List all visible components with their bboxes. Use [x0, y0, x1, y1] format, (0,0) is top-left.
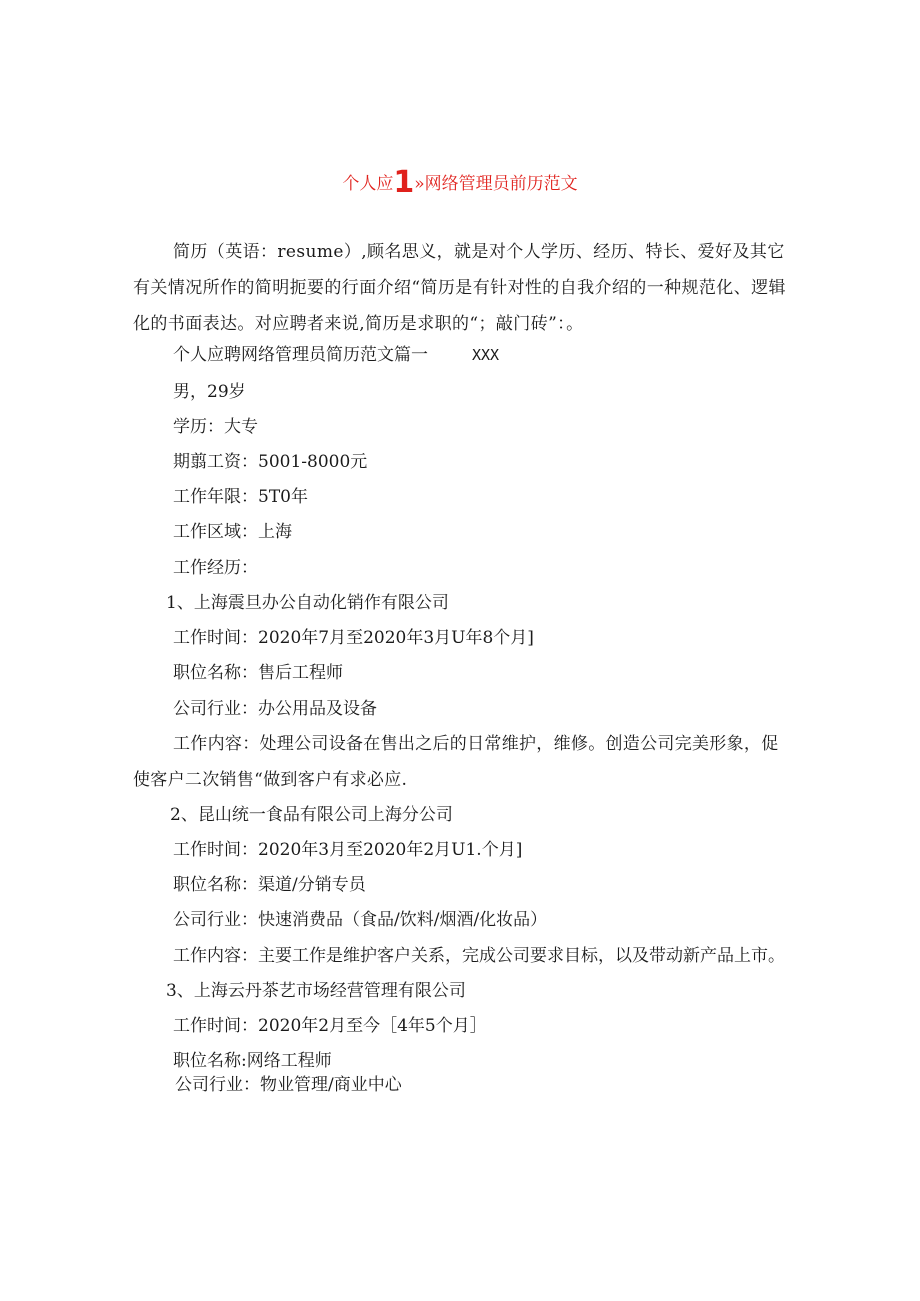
education: 学历：大专 [173, 417, 258, 437]
section-header [173, 343, 499, 367]
gender-age: 男，29岁 [173, 382, 246, 402]
job-2-position: 职位名称：渠道/分销专员 [173, 875, 366, 895]
section-header-label: 个人应聘网络管理员简历范文篇一 [173, 345, 428, 365]
title-suffix: »网络管理员前历范文 [414, 174, 578, 194]
job-1-industry: 公司行业：办公用品及设备 [173, 699, 377, 719]
expected-salary: 期翦工资：5001-8000元 [173, 452, 368, 472]
job-3-company: 3、上海云丹茶艺市场经营管理有限公司 [166, 981, 466, 1001]
intro-paragraph: 简历（英语：resume）,顾名思义，就是对个人学历、经历、特长、爱好及其它有关情况所作的简明扼要的行面介绍“简历是有针对性的自我介绍的一种规范化、逻辑化的书面表达。对应聘者来说,简历是求职的“；敲门砖”：。 [133, 242, 786, 334]
title-prefix: 个人应 [342, 174, 394, 194]
job-3-position: 职位名称:网络工程师 [173, 1051, 332, 1071]
job-2-industry: 公司行业：快速消费品（食品/饮料/烟酒/化妆品） [173, 910, 548, 930]
job-1-content: 工作内容：处理公司设备在售出之后的日常维护，维修。创造公司完美形象，促使客户二次销售“做到客户有求必应. [133, 734, 779, 790]
job-1-company: 1、上海震旦办公自动化销作有限公司 [166, 593, 449, 613]
job-1-position: 职位名称：售后工程师 [173, 663, 343, 683]
job-2-content: 工作内容：主要工作是维护客户关系，完成公司要求目标，以及带动新产品上市。 [173, 946, 785, 966]
candidate-name: XXX [472, 346, 500, 364]
job-1-time: 工作时间：2020年7月至2020年3月U年8个月] [173, 628, 534, 648]
work-years: 工作年限：5T0年 [173, 487, 308, 507]
job-2-time: 工作时间：2020年3月至2020年2月U1.个月] [173, 840, 523, 860]
title-number: 1 [393, 165, 415, 200]
job-2-company: 2、昆山统一食品有限公司上海分公司 [170, 805, 453, 825]
job-3-time: 工作时间：2020年2月至今［4年5个月］ [173, 1016, 487, 1036]
document-title [0, 166, 920, 201]
work-history-heading: 工作经历： [173, 558, 258, 578]
job-3-industry: 公司行业：物业管理/商业中心 [175, 1075, 402, 1095]
work-area: 工作区域：上海 [173, 522, 292, 542]
